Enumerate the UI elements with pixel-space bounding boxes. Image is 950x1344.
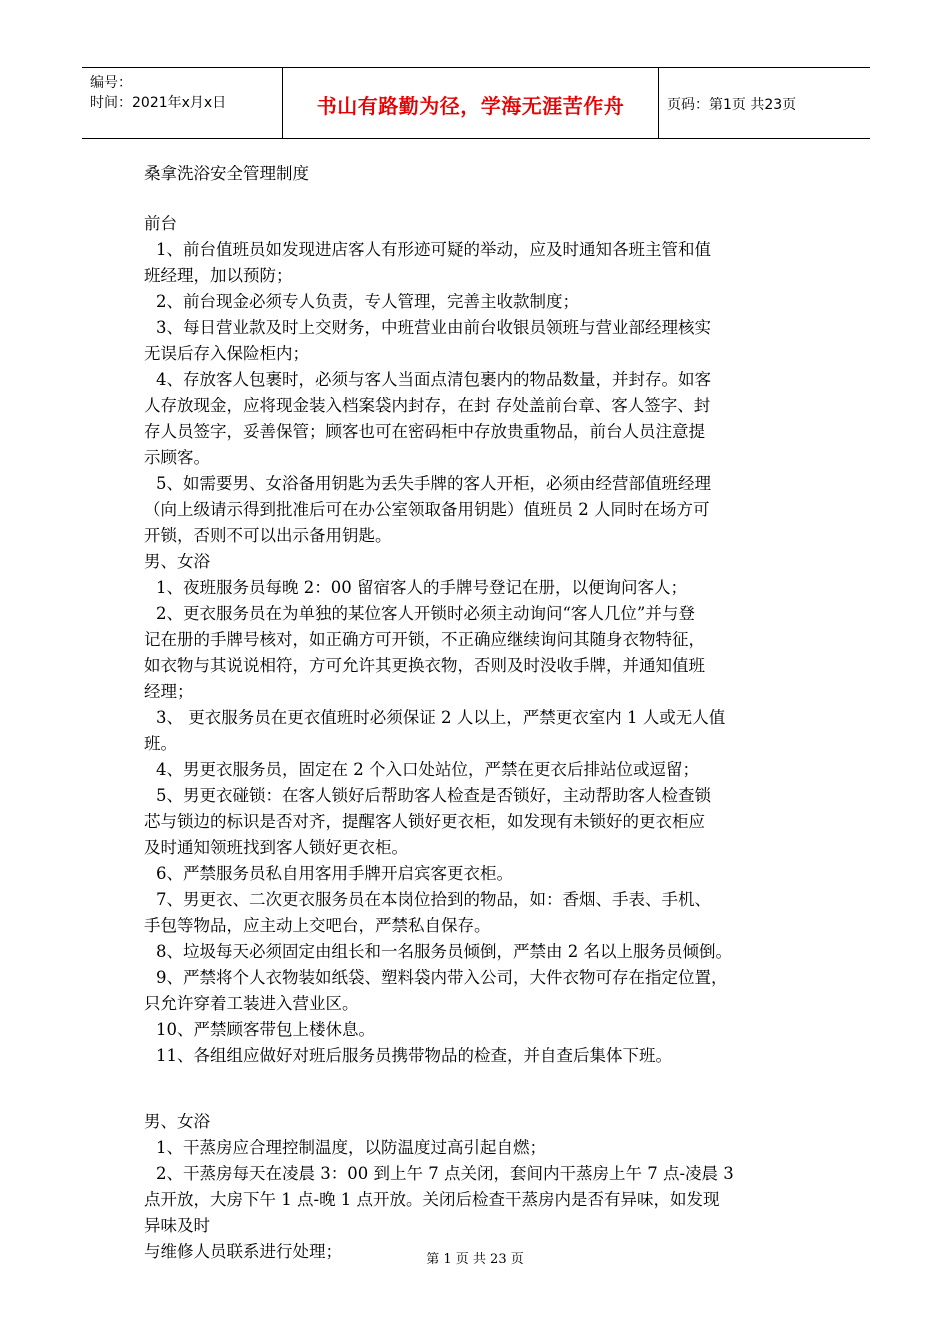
document-line: 6、严禁服务员私自用客用手牌开启宾客更衣柜。 [156,864,513,883]
document-line: 3、每日营业款及时上交财务，中班营业由前台收银员领班与营业部经理核实 [156,318,711,337]
document-line: 点开放，大房下午 1 点-晚 1 点开放。关闭后检查干蒸房内是否有异味，如发现 [144,1190,720,1209]
document-line: 2、更衣服务员在为单独的某位客人开锁时必须主动询问“客人几位”并与登 [156,604,695,623]
document-line: 无误后存入保险柜内； [144,344,309,363]
document-line: 班。 [144,734,177,753]
document-line: 1、前台值班员如发现进店客人有形迹可疑的举动，应及时通知各班主管和值 [156,240,711,259]
document-line: 手包等物品，应主动上交吧台，严禁私自保存。 [144,916,491,935]
document-line: 男、女浴 [144,552,210,571]
document-line: 及时通知领班找到客人锁好更衣柜。 [144,838,408,857]
document-line: 与维修人员联系进行处理； [144,1242,342,1261]
document-title: 桑拿洗浴安全管理制度 [144,164,309,183]
document-line: 5、男更衣碰锁：在客人锁好后帮助客人检查是否锁好，主动帮助客人检查锁 [156,786,711,805]
document-line: 前台 [144,214,177,233]
header-page-info: 页码：第1页 共23页 [667,97,797,113]
document-line: 经理； [144,682,194,701]
document-line: 3、 更衣服务员在更衣值班时必须保证 2 人以上，严禁更衣室内 1 人或无人值 [156,708,726,727]
document-line: 开锁，否则不可以出示备用钥匙。 [144,526,392,545]
document-line: 1、夜班服务员每晚 2：00 留宿客人的手牌号登记在册，以便询问客人； [156,578,687,597]
document-line: 4、男更衣服务员，固定在 2 个入口处站位，严禁在更衣后排站位或逗留； [156,760,699,779]
page-footer: 第 1 页 共 23 页 [426,1252,524,1267]
document-line: 男、女浴 [144,1112,210,1131]
document-line: 班经理，加以预防； [144,266,293,285]
document-line: 只允许穿着工装进入营业区。 [144,994,359,1013]
document-line: 异味及时 [144,1216,210,1235]
document-line: （向上级请示得到批准后可在办公室领取备用钥匙）值班员 2 人同时在场方可 [144,500,710,519]
document-line: 11、各组组应做好对班后服务员携带物品的检查，并自查后集体下班。 [156,1046,672,1065]
document-line: 记在册的手牌号核对，如正确方可开锁，不正确应继续询问其随身衣物特征， [144,630,705,649]
document-line: 示顾客。 [144,448,210,467]
header-page-cell [659,68,870,138]
header-motto-cell [283,68,659,138]
document-line: 芯与锁边的标识是否对齐，提醒客人锁好更衣柜，如发现有未锁好的更衣柜应 [144,812,705,831]
header-motto: 书山有路勤为径，学海无涯苦作舟 [316,94,625,118]
document-time-label: 时间：2021年x月x日 [90,95,227,111]
document-line: 1、干蒸房应合理控制温度，以防温度过高引起自燃； [156,1138,546,1157]
document-line: 4、存放客人包裹时，必须与客人当面点清包裹内的物品数量，并封存。如客 [156,370,711,389]
page-header [82,67,870,139]
document-line: 9、严禁将个人衣物装如纸袋、塑料袋内带入公司，大件衣物可存在指定位置， [156,968,728,987]
document-number-label: 编号： [90,75,132,91]
document-line: 5、如需要男、女浴备用钥匙为丢失手牌的客人开柜，必须由经营部值班经理 [156,474,711,493]
document-line: 10、严禁顾客带包上楼休息。 [156,1020,375,1039]
document-line: 7、男更衣、二次更衣服务员在本岗位拾到的物品，如：香烟、手表、手机、 [156,890,711,909]
document-line: 存人员签字，妥善保管；顾客也可在密码柜中存放贵重物品，前台人员注意提 [144,422,705,441]
document-line: 2、前台现金必须专人负责，专人管理，完善主收款制度； [156,292,579,311]
document-line: 8、垃圾每天必须固定由组长和一名服务员倾倒，严禁由 2 名以上服务员倾倒。 [156,942,732,961]
header-info-cell [82,68,283,138]
document-line: 2、干蒸房每天在凌晨 3：00 到上午 7 点关闭，套间内干蒸房上午 7 点-凌晨 3 [156,1164,734,1183]
document-line: 如衣物与其说说相符，方可允许其更换衣物，否则及时没收手牌，并通知值班 [144,656,705,675]
document-line: 人存放现金，应将现金装入档案袋内封存，在封 存处盖前台章、客人签字、封 [144,396,711,415]
